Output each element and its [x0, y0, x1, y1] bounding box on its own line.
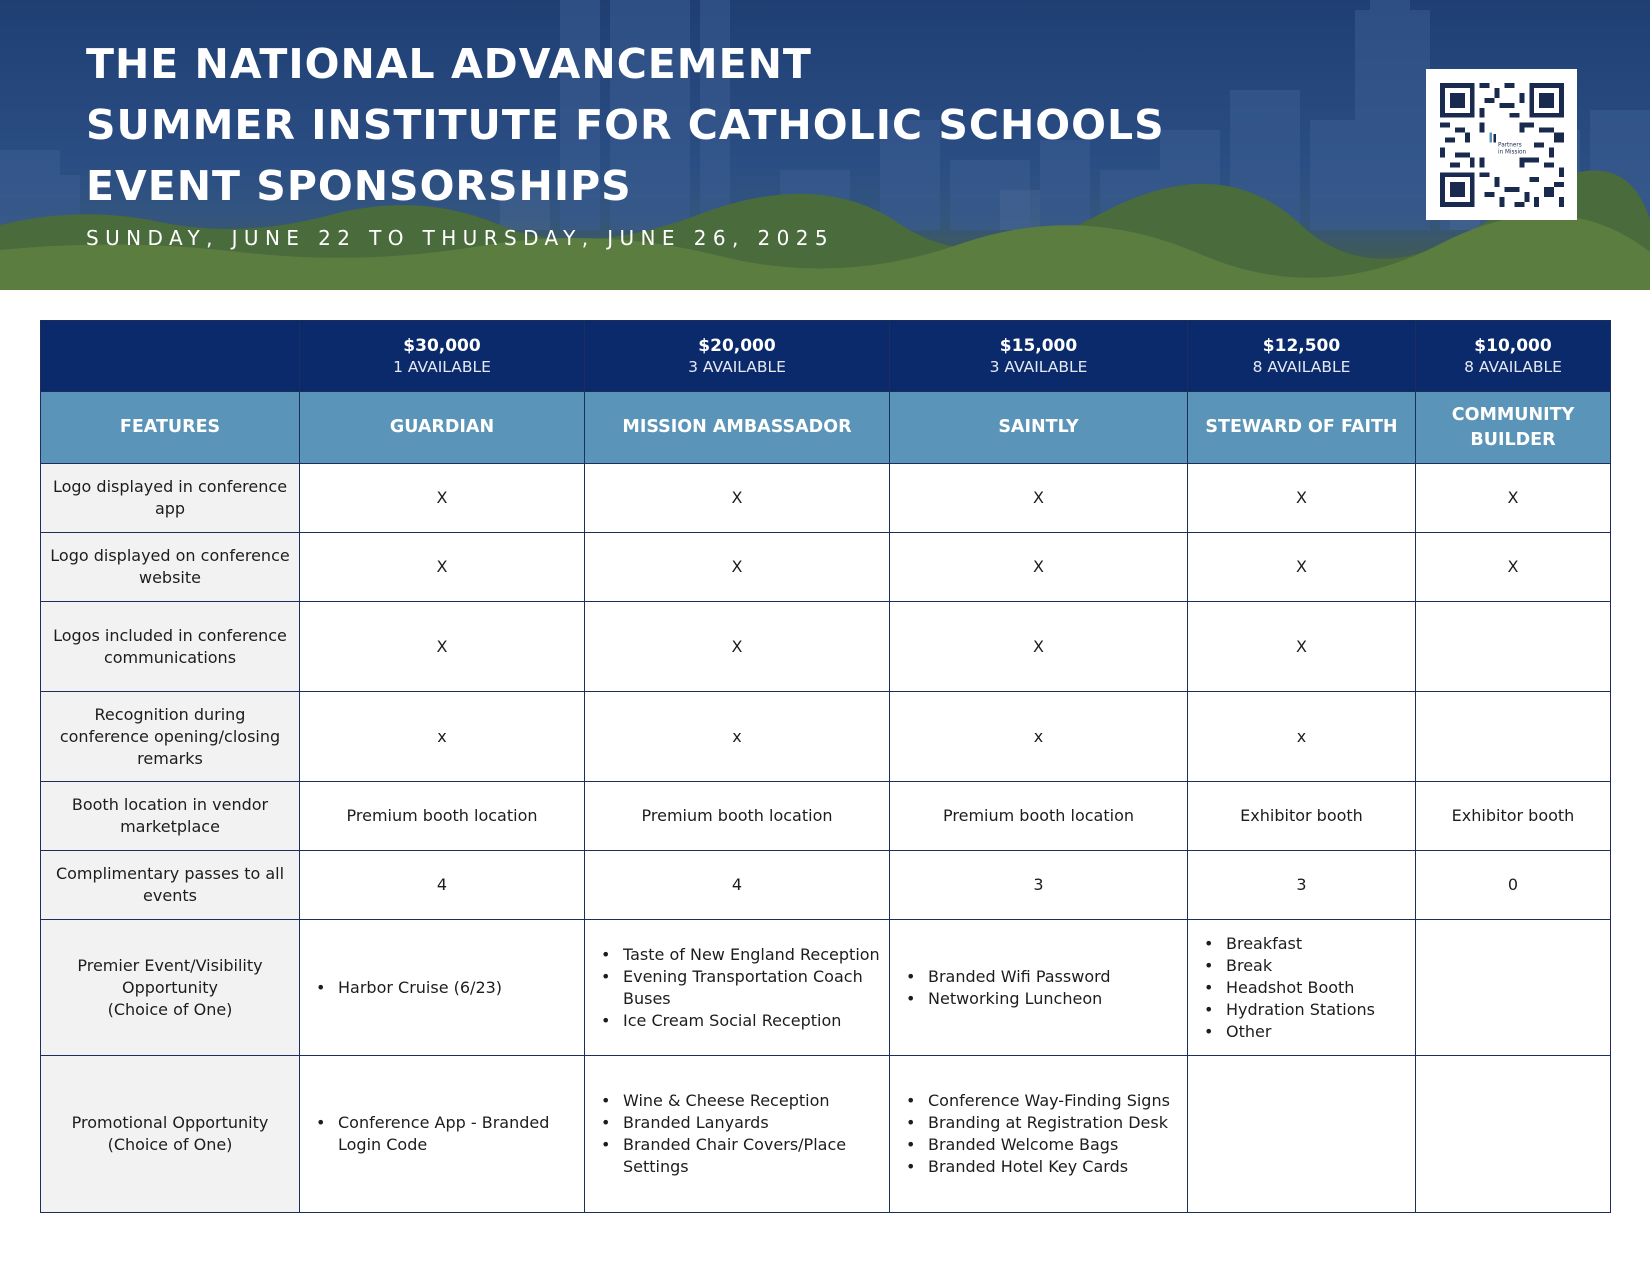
list-item: • Harbor Cruise (6/23): [314, 977, 578, 999]
table-cell: x: [585, 692, 890, 782]
tier-price-cell: [1416, 321, 1611, 392]
qr-code-icon: [1440, 83, 1564, 207]
table-row: [41, 692, 1611, 782]
feature-label: Recognition during conference opening/closing remarks: [41, 692, 300, 782]
table-cell: [890, 1056, 1188, 1213]
table-cell: X: [300, 464, 585, 533]
tier-name-saintly: SAINTLY: [890, 392, 1188, 464]
tier-price-cell: [890, 321, 1188, 392]
table-cell: [1188, 920, 1416, 1056]
list-item: • Ice Cream Social Reception: [599, 1010, 883, 1032]
list-item: • Conference Way-Finding Signs: [904, 1090, 1181, 1112]
table-cell: 0: [1416, 851, 1611, 920]
price-row-spacer: [41, 321, 300, 392]
table-row: [41, 851, 1611, 920]
qr-code[interactable]: [1426, 69, 1577, 220]
table-cell: [1416, 602, 1611, 692]
table-cell: X: [1416, 533, 1611, 602]
table-cell: Premium booth location: [890, 782, 1188, 851]
tier-name-mission-ambassador: MISSION AMBASSADOR: [585, 392, 890, 464]
feature-label-line: (Choice of One): [107, 1135, 233, 1154]
table-row: [41, 533, 1611, 602]
tier-name-guardian: GUARDIAN: [300, 392, 585, 464]
list-item: • Branded Lanyards: [599, 1112, 883, 1134]
bullet-list: [585, 944, 889, 1032]
table-cell: X: [1188, 533, 1416, 602]
tier-price: $12,500: [1262, 336, 1341, 356]
tier-price: $20,000: [698, 336, 776, 356]
tier-price: $10,000: [1474, 336, 1552, 356]
list-item: • Branded Welcome Bags: [904, 1134, 1181, 1156]
list-item: • Branded Chair Covers/Place Settings: [599, 1134, 883, 1178]
tier-price-cell: [585, 321, 890, 392]
price-row: [41, 321, 1611, 392]
tier-availability: 3 AVAILABLE: [688, 358, 786, 376]
event-date: SUNDAY, JUNE 22 TO THURSDAY, JUNE 26, 2025: [86, 226, 834, 250]
feature-label-line: Promotional Opportunity: [71, 1113, 269, 1132]
tier-availability: 1 AVAILABLE: [393, 358, 491, 376]
list-item: • Other: [1202, 1021, 1409, 1043]
bullet-list: [1188, 933, 1415, 1043]
table-cell: X: [300, 602, 585, 692]
table-row: [41, 782, 1611, 851]
table-cell: [1416, 692, 1611, 782]
feature-label-line: (Choice of One): [107, 999, 233, 1019]
tier-name-steward-of-faith: STEWARD OF FAITH: [1188, 392, 1416, 464]
table-row-premier: [41, 920, 1611, 1056]
tier-availability: 8 AVAILABLE: [1252, 358, 1351, 376]
table-cell: Premium booth location: [585, 782, 890, 851]
list-item: • Taste of New England Reception: [599, 944, 883, 966]
list-item: • Hydration Stations: [1202, 999, 1409, 1021]
bullet-list: [890, 1090, 1187, 1178]
table-cell: X: [890, 533, 1188, 602]
table-cell: [300, 920, 585, 1056]
feature-label: Logos included in conference communications: [41, 602, 300, 692]
table-cell-empty: [1188, 1056, 1416, 1213]
feature-label-line: Premier Event/Visibility: [77, 955, 263, 975]
list-item: • Wine & Cheese Reception: [599, 1090, 883, 1112]
table-cell: X: [890, 602, 1188, 692]
table-cell: Exhibitor booth: [1188, 782, 1416, 851]
list-item: • Evening Transportation Coach Buses: [599, 966, 883, 1010]
table-cell: X: [1416, 464, 1611, 533]
title-line-1: THE NATIONAL ADVANCEMENT: [86, 40, 812, 88]
svg-text:in Mission: in Mission: [1497, 148, 1526, 155]
feature-label: Booth location in vendor marketplace: [41, 782, 300, 851]
feature-label: [41, 1056, 300, 1213]
table-cell: [300, 1056, 585, 1213]
list-item: • Headshot Booth: [1202, 977, 1409, 999]
feature-label: Logo displayed on conference website: [41, 533, 300, 602]
table-cell: [890, 920, 1188, 1056]
feature-label-line: Opportunity: [121, 977, 218, 997]
table-cell-empty: [1416, 920, 1611, 1056]
feature-label: Logo displayed in conference app: [41, 464, 300, 533]
tier-name-community-builder: COMMUNITY BUILDER: [1416, 392, 1611, 464]
table-cell: X: [585, 464, 890, 533]
table-cell: 3: [1188, 851, 1416, 920]
tier-availability: 3 AVAILABLE: [989, 358, 1088, 376]
table-cell: X: [585, 602, 890, 692]
list-item: • Branded Wifi Password: [904, 966, 1181, 988]
tier-price-cell: [1188, 321, 1416, 392]
table-cell: X: [1188, 464, 1416, 533]
table-row: [41, 602, 1611, 692]
bullet-list: [300, 1112, 584, 1156]
table-row: [41, 464, 1611, 533]
list-item: • Conference App - Branded Login Code: [314, 1112, 578, 1156]
table-cell: 4: [300, 851, 585, 920]
table-row-promotional: [41, 1056, 1611, 1213]
feature-label: [41, 920, 300, 1056]
table-cell: 3: [890, 851, 1188, 920]
bullet-list: [890, 966, 1187, 1010]
feature-label: Complimentary passes to all events: [41, 851, 300, 920]
bullet-list: [585, 1090, 889, 1178]
table-cell: X: [585, 533, 890, 602]
list-item: • Breakfast: [1202, 933, 1409, 955]
tier-availability: 8 AVAILABLE: [1464, 358, 1562, 376]
title-line-3: EVENT SPONSORSHIPS: [86, 162, 632, 210]
table-cell: X: [1188, 602, 1416, 692]
list-item: • Break: [1202, 955, 1409, 977]
features-header: FEATURES: [41, 392, 300, 464]
table-cell: Premium booth location: [300, 782, 585, 851]
table-cell: [585, 920, 890, 1056]
list-item: • Networking Luncheon: [904, 988, 1181, 1010]
table-cell-empty: [1416, 1056, 1611, 1213]
list-item: • Branded Hotel Key Cards: [904, 1156, 1181, 1178]
title-line-2: SUMMER INSTITUTE FOR CATHOLIC SCHOOLS: [86, 101, 1165, 149]
list-item: • Branding at Registration Desk: [904, 1112, 1181, 1134]
table-cell: [585, 1056, 890, 1213]
page-title: [86, 34, 1165, 217]
tier-name-row: [41, 392, 1611, 464]
table-cell: x: [1188, 692, 1416, 782]
table-cell: Exhibitor booth: [1416, 782, 1611, 851]
table-cell: x: [890, 692, 1188, 782]
table-cell: 4: [585, 851, 890, 920]
sponsorship-table: [40, 320, 1611, 1213]
table-cell: x: [300, 692, 585, 782]
svg-text:Partners: Partners: [1497, 141, 1522, 148]
header-banner: [0, 0, 1650, 290]
bullet-list: [300, 977, 584, 999]
table-cell: X: [890, 464, 1188, 533]
tier-price: $30,000: [403, 336, 481, 356]
tier-price-cell: [300, 321, 585, 392]
tier-price: $15,000: [999, 336, 1078, 356]
table-cell: X: [300, 533, 585, 602]
